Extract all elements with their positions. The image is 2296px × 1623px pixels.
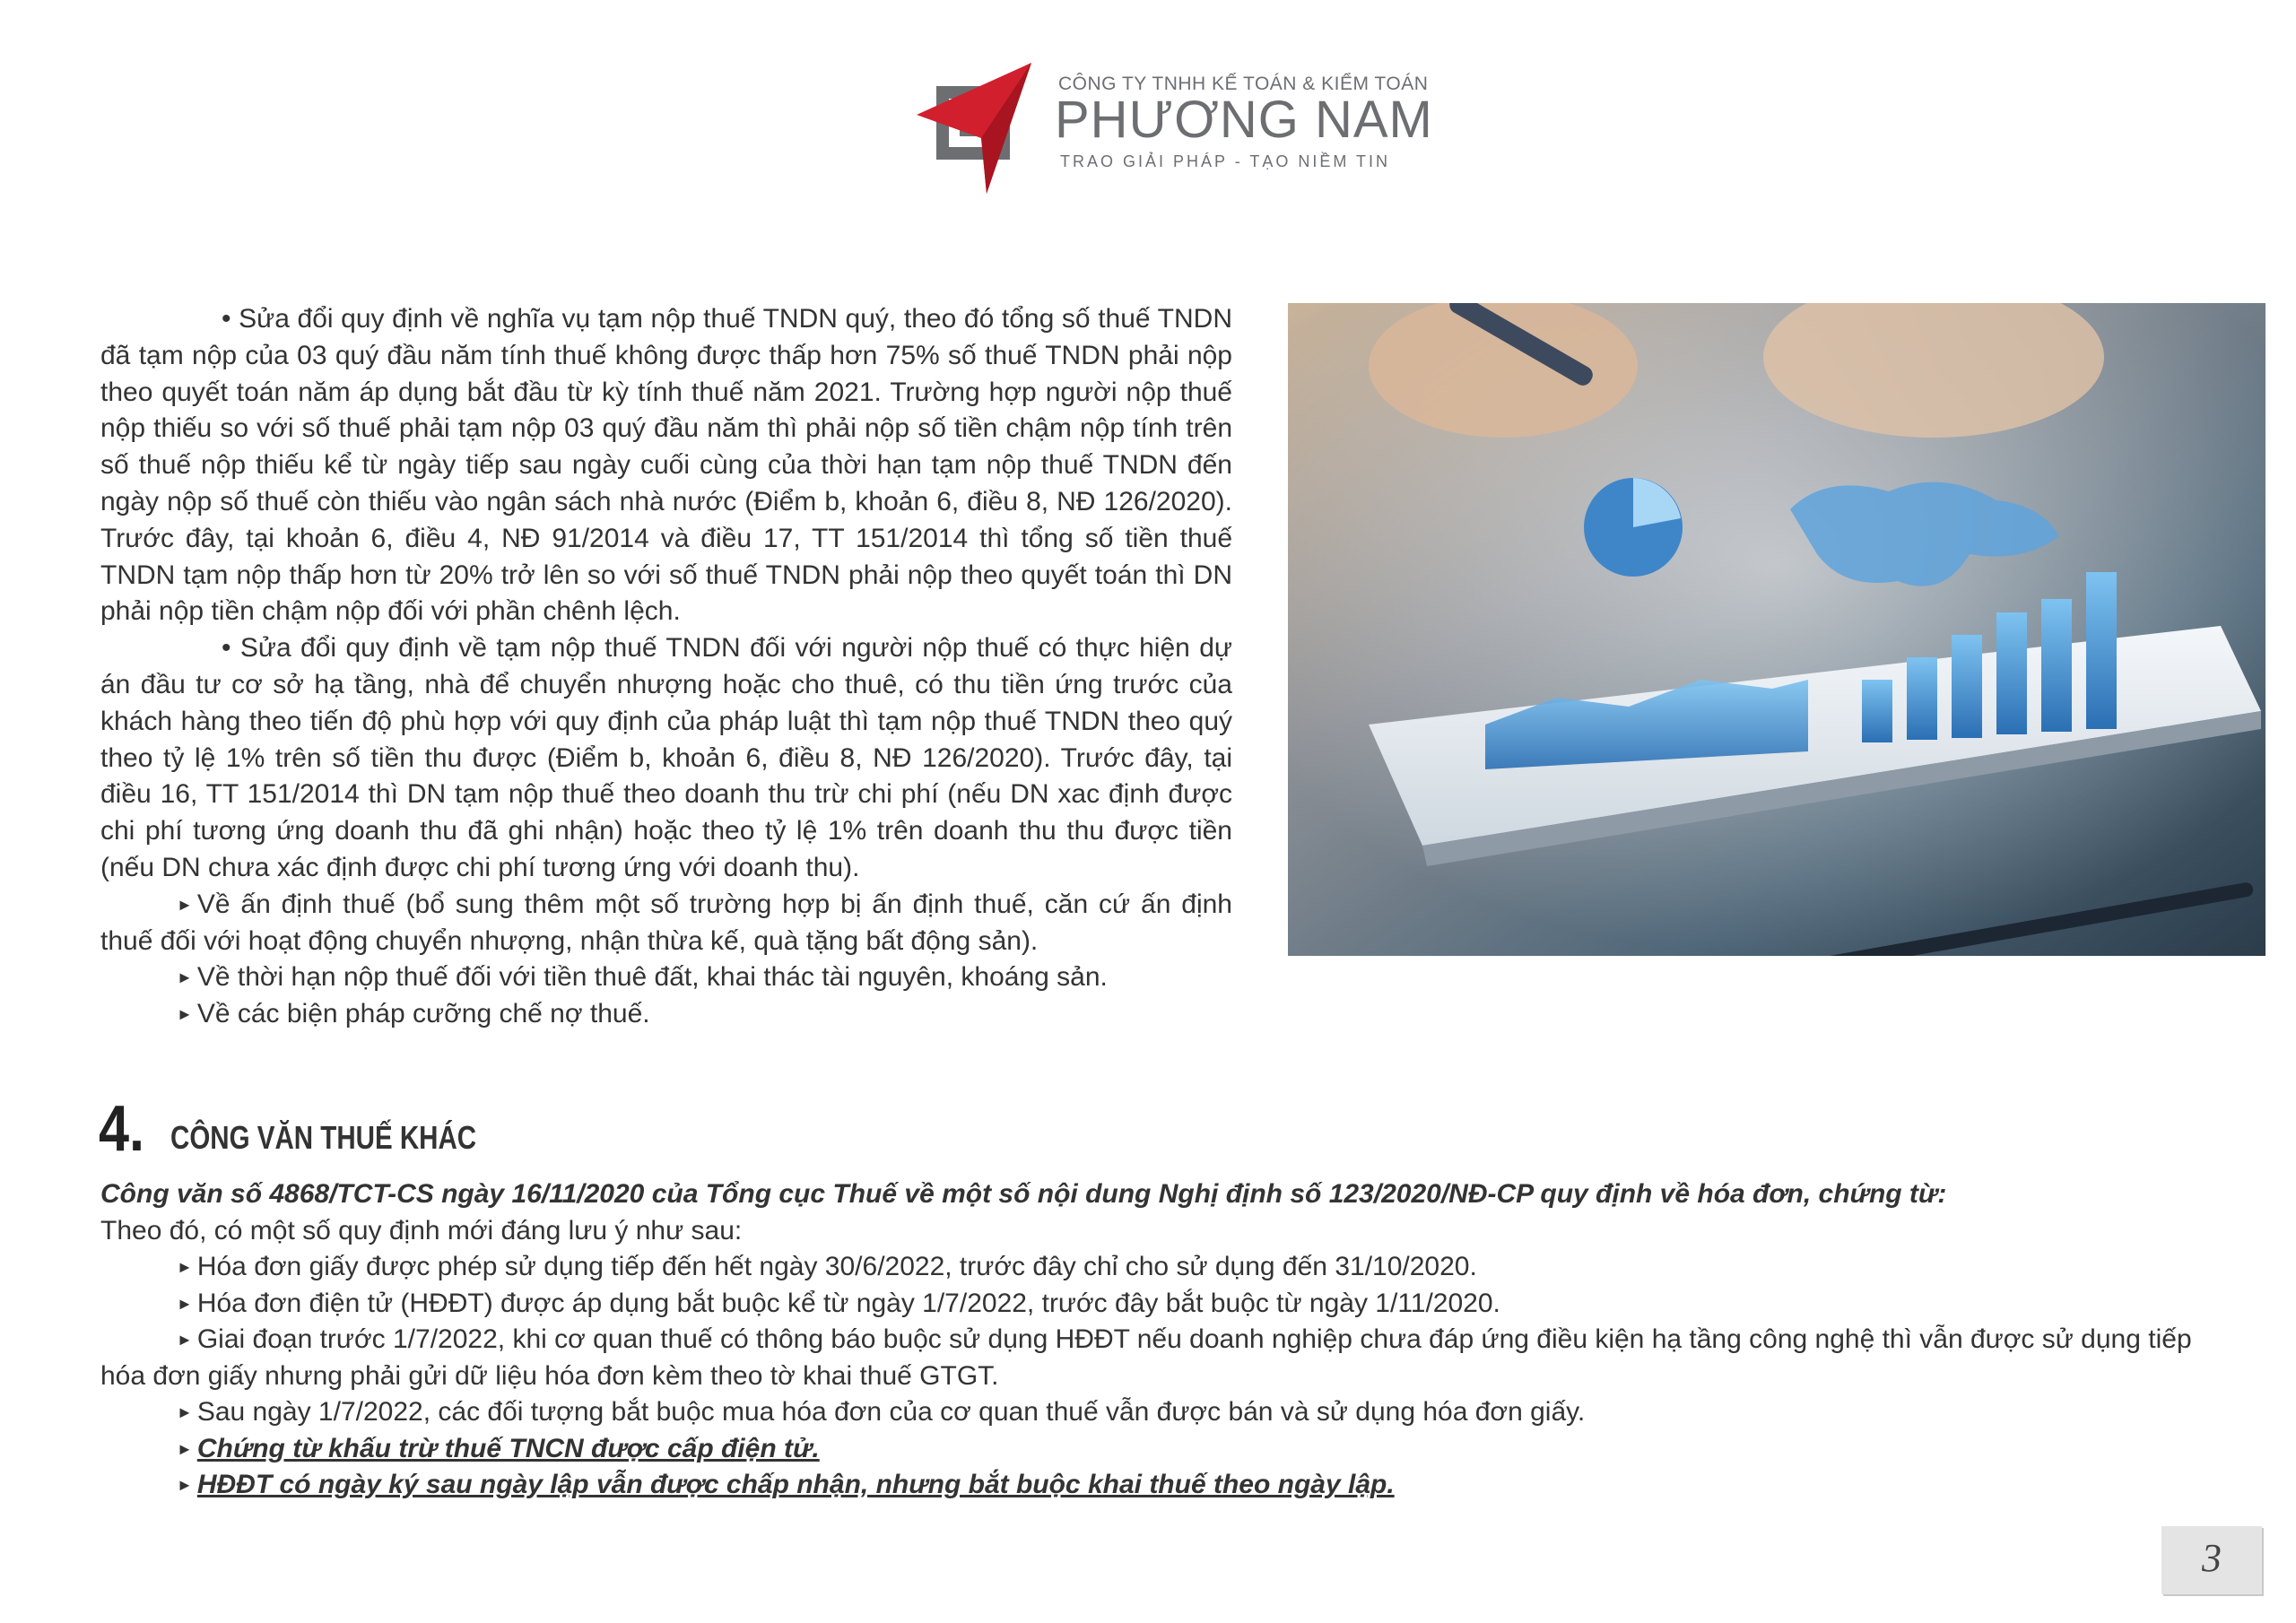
bullet-item: ► Về thời hạn nộp thuế đối với tiền thuê đất, khai thác tài nguyên, khoáng sản. xyxy=(177,962,1108,993)
bullet-item: ► Về ấn định thuế (bổ sung thêm một số trường hợp bị ấn định thuế, căn cứ ấn định thuế đối với hoạt động chuyển nhượng, nhận thừa kế, quà tặng bất động sản). xyxy=(100,889,1232,956)
list-item: ► Hóa đơn điện tử (HĐĐT) được áp dụng bắt buộc kể từ ngày 1/7/2022, trước đây bắt buộc từ ngày 1/11/2020. xyxy=(177,1288,1500,1318)
triangle-bullet-icon: ► xyxy=(177,895,193,914)
section-number: 4. xyxy=(99,1093,145,1165)
company-logo xyxy=(917,59,1433,203)
triangle-bullet-icon: ► xyxy=(177,1476,193,1494)
company-type: CÔNG TY TNHH KẾ TOÁN & KIỂM TOÁN xyxy=(1058,74,1429,94)
official-letter-title: Công văn số 4868/TCT-CS ngày 16/11/2020 của Tổng cục Thuế về một số nội dung Nghị định số 123/2020/NĐ-CP quy định về hóa đơn, chứng từ: xyxy=(100,1179,1947,1209)
list-item: ► HĐĐT có ngày ký sau ngày lập vẫn được chấp nhận, nhưng bắt buộc khai thuế theo ngày lập. xyxy=(177,1470,1395,1499)
list-item: ► Hóa đơn giấy được phép sử dụng tiếp đến hết ngày 30/6/2022, trước đây chỉ cho sử dụng đến 31/10/2020. xyxy=(177,1252,1477,1281)
triangle-bullet-icon: ► xyxy=(177,968,193,987)
triangle-bullet-icon: ► xyxy=(177,1294,193,1313)
tablet-chart-photo xyxy=(1288,303,2266,956)
section-title: CÔNG VĂN THUẾ KHÁC xyxy=(170,1119,477,1156)
triangle-bullet-icon: ► xyxy=(177,1403,193,1421)
page-number-box xyxy=(2161,1526,2262,1594)
section-heading xyxy=(99,1092,2251,1166)
logo-icon xyxy=(917,59,1051,203)
photo-illustration xyxy=(1288,303,2266,956)
paragraph-1: • Sửa đổi quy định về nghĩa vụ tạm nộp thuế TNDN quý, theo đó tổng số thuế TNDN đã tạm nộp của 03 quý đầu năm tính thuế không được thấp hơn 75% số thuế TNDN phải nộp theo quyết toán năm áp dụng bắt đầu từ kỳ tính thuế năm 2021. Trường hợp người nộp thuế nộp thiếu so với số thuế phải tạm nộp 03 quý đầu năm thì phải nộp số tiền chậm nộp tính trên số thuế nộp thiếu kể từ ngày tiếp sau ngày cuối cùng của thời hạn tạm nộp thuế TNDN đến ngày nộp số thuế còn thiếu vào ngân sách nhà nước (Điểm b, khoản 6, điều 8, NĐ 126/2020). Trước đây, tại khoản 6, điều 4, NĐ 91/2014 và điều 17, TT 151/2014 thì tổng số tiền thuế TNDN tạm nộp thấp hơn từ 20% trở lên so với số thuế TNDN phải nộp theo quyết toán thì DN phải nộp tiền chậm nộp đối với phần chênh lệch. xyxy=(100,304,1232,627)
triangle-bullet-icon: ► xyxy=(177,1258,193,1276)
list-item: ► Sau ngày 1/7/2022, các đối tượng bắt buộc mua hóa đơn của cơ quan thuế vẫn được bán và sử dụng hóa đơn giấy. xyxy=(177,1397,1586,1427)
list-item: ► Chứng từ khấu trừ thuế TNCN được cấp điện tử. xyxy=(177,1433,820,1463)
text-column xyxy=(100,301,1232,1033)
triangle-bullet-icon: ► xyxy=(177,1439,193,1458)
bullet-item: ► Về các biện pháp cưỡng chế nợ thuế. xyxy=(177,999,650,1029)
company-name: PHƯƠNG NAM xyxy=(1055,91,1433,149)
section-body xyxy=(100,1176,2226,1504)
page-number: 3 xyxy=(2202,1536,2222,1580)
intro-text: Theo đó, có một số quy định mới đáng lưu ý như sau: xyxy=(100,1215,743,1245)
list-item: ► Giai đoạn trước 1/7/2022, khi cơ quan thuế có thông báo buộc sử dụng HĐĐT nếu doanh nghiệp chưa đáp ứng điều kiện hạ tầng công nghệ thì vẫn được sử dụng tiếp hóa đơn giấy nhưng phải gửi dữ liệu hóa đơn kèm theo tờ khai thuế GTGT. xyxy=(100,1324,2192,1391)
triangle-bullet-icon: ► xyxy=(177,1005,193,1024)
paragraph-2: • Sửa đổi quy định về tạm nộp thuế TNDN đối với người nộp thuế có thực hiện dự án đầu tư cơ sở hạ tầng, nhà để chuyển nhượng hoặc cho thuê, có thu tiền ứng trước của khách hàng theo tiến độ phù hợp với quy định của pháp luật thì tạm nộp thuế TNDN theo quý theo tỷ lệ 1% trên số tiền thu được (Điểm b, khoản 6, điều 8, NĐ 126/2020). Trước đây, tại điều 16, TT 151/2014 thì DN tạm nộp thuế theo doanh thu trừ chi phí (nếu DN xac định được chi phí tương ứng doanh thu đã ghi nhận) hoặc theo tỷ lệ 1% trên doanh thu thu được tiền (nếu DN chưa xác định được chi phí tương ứng với doanh thu). xyxy=(100,633,1232,882)
triangle-bullet-icon: ► xyxy=(177,1331,193,1349)
company-slogan: TRAO GIẢI PHÁP - TẠO NIỀM TIN xyxy=(1060,152,1391,170)
